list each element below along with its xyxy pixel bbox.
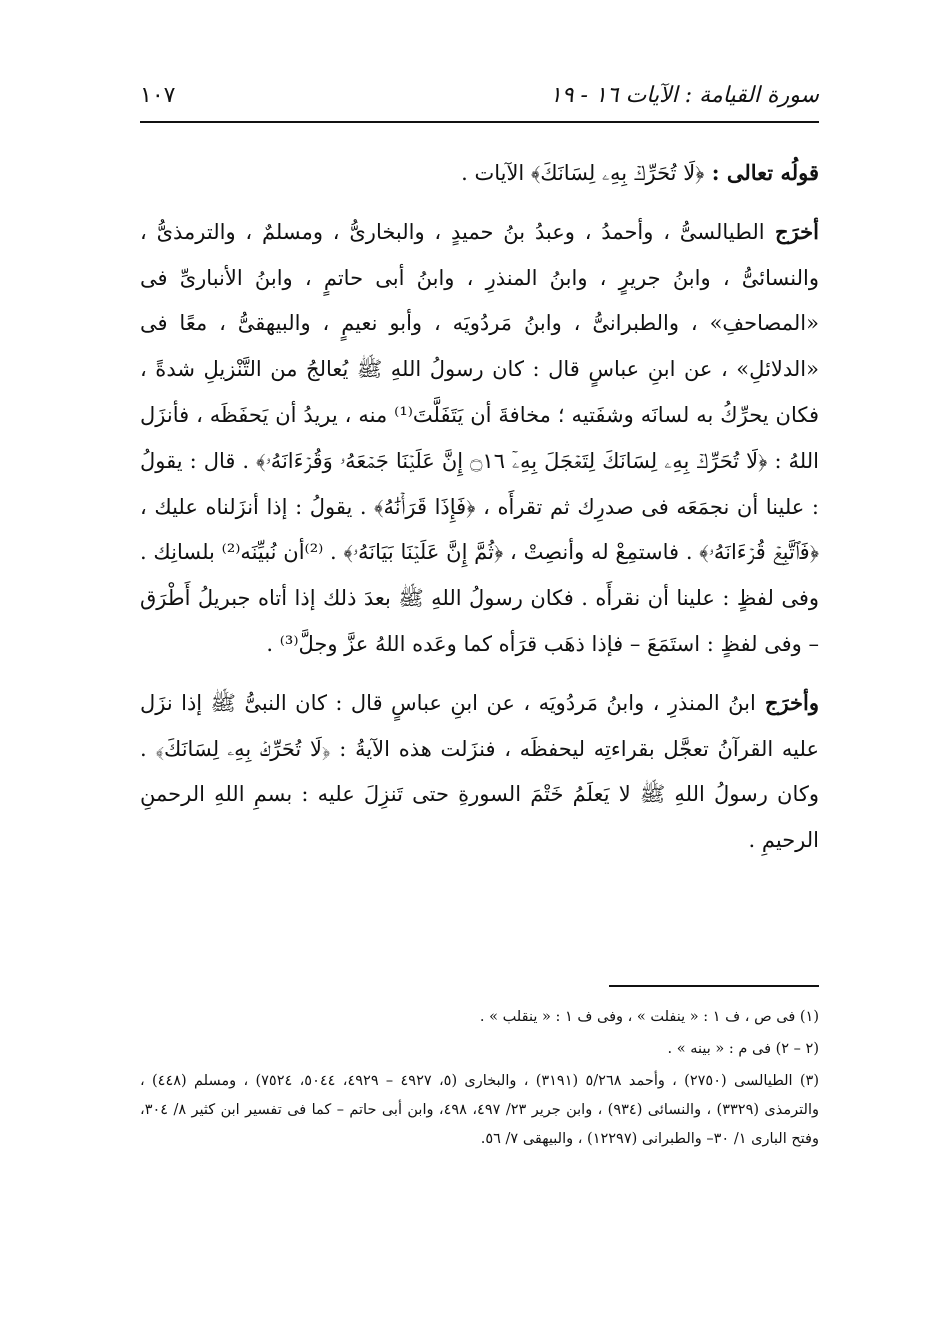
paragraph-text: الطيالسىُّ ، وأحمدُ ، وعبدُ بنُ حميدٍ ، والبخارىُّ ، ومسلمٌ ، والترمذىُّ ، والنسائىُّ ، وابنُ جريرٍ ، وابنُ المنذرِ ، وابنُ أبى حاتمٍ ، وابنُ الأنبارىِّ فى «المصاحفِ» ، والطبرانىُّ ، وابنُ مَردُويَه ، وأبو نعيمٍ ، والبيهقىُّ ، معًا فى «الدلائلِ» ، عن ابنِ عباسٍ قال : كان رسولُ اللهِ ﷺ يُعالجُ من التَّنْزيلِ شدةً ، فكان يحرِّكُ به لسانَه وشفَتيه ؛ مخافةَ أن يَتَفَلَّتَ⁽¹⁾ منه ، يريدُ أن يَحفَظَه ، فأنزَل اللهُ : ﴿لَا تُحَرِّكۡ بِهِۦ لِسَانَكَ لِتَعۡجَلَ بِهِۦٓ ۝١٦ إِنَّ عَلَيۡنَا جَمۡعَهُۥ وَقُرۡءَانَهُۥ﴾ . قال : يقولُ : علينا أن نجمَعَه فى صدرِك ثم تقرأَه ، ﴿فَإِذَا قَرَأۡنَٰهُ﴾ . يقولُ : إذا أنزَلناه عليك ، ﴿فَٱتَّبِعۡ قُرۡءَانَهُۥ﴾ . فاستمِعْ له وأنصِتْ ، ﴿ثُمَّ إِنَّ عَلَيۡنَا بَيَانَهُۥ﴾ . ⁽²⁾أن نُبيِّنَه⁽²⁾ بلسانِك . وفى لفظٍ : علينا أن نقرأَه . فكان رسولُ اللهِ ﷺ بعدَ ذلك إذا أتاه جبريلُ أَطْرَق – وفى لفظٍ : استَمَعَ – فإذا ذهَب قرَأه كما وعَده اللهُ عزَّ وجلَّ⁽³⁾ . <box>140 219 820 656</box>
footnotes <box>140 1003 819 1157</box>
running-title: سورة القيامة : الآيات ١٦ - ١٩ <box>549 82 819 108</box>
paragraph-lead: وأخرَج <box>755 689 819 715</box>
header-rule <box>140 121 819 123</box>
footnote: (١) فى ص ، ف ١ : « ينفلت » ، وفى ف ١ : « ينقلب » . <box>479 1009 819 1025</box>
heading-lead: قولُه تعالى : <box>704 160 819 185</box>
footnote: (٣) الطيالسى (٢٧٥٠) ، وأحمد ٥/٢٦٨ (٣١٩١) ، والبخارى (٥، ٤٩٢٧ – ٤٩٢٩، ٥٠٤٤، ٧٥٢٤) ، ومسلم (٤٤٨) ، والترمذى (٣٣٢٩) ، والنسائى (٩٣٤) ، وابن جرير ٢٣/ ٤٩٧، ٤٩٨، وابن أبى حاتم – كما فى تفسير ابن كثير ٨/ ٣٠٤، وفتح البارى ١/ ٣٠– والطبرانى (١٢٢٩٧) ، والبيهقى ٧/ ٥٦. <box>140 1073 819 1147</box>
heading-text: ﴿لَا تُحَرِّكۡ بِهِۦ لِسَانَكَ﴾ الآيات . <box>461 161 705 185</box>
page-number: ١٠٧ <box>140 82 176 108</box>
verse-heading <box>140 150 819 197</box>
main-text <box>140 150 819 876</box>
paragraph-lead: أخرَج <box>764 218 819 244</box>
page-header <box>140 72 819 118</box>
paragraph <box>140 680 819 864</box>
paragraph-text: ابنُ المنذرِ ، وابنُ مَردُويَه ، عن ابنِ عباسٍ قال : كان النبىُّ ﷺ إذا نزَل عليه القرآنُ تعجَّل بقراءتِه ليحفظَه ، فنزَلت هذه الآيةُ : ﴿لَا تُحَرِّكۡ بِهِۦ لِسَانَكَ﴾ . وكان رسولُ اللهِ ﷺ لا يَعلَمُ خَتْمَ السورةِ حتى تَنزِلَ عليه : بسمِ اللهِ الرحمنِ الرحيمِ . <box>140 690 819 853</box>
paragraph <box>140 209 819 668</box>
footnote-separator <box>609 985 819 987</box>
footnote: (٢ – ٢) فى م : « بينه » . <box>667 1041 819 1057</box>
